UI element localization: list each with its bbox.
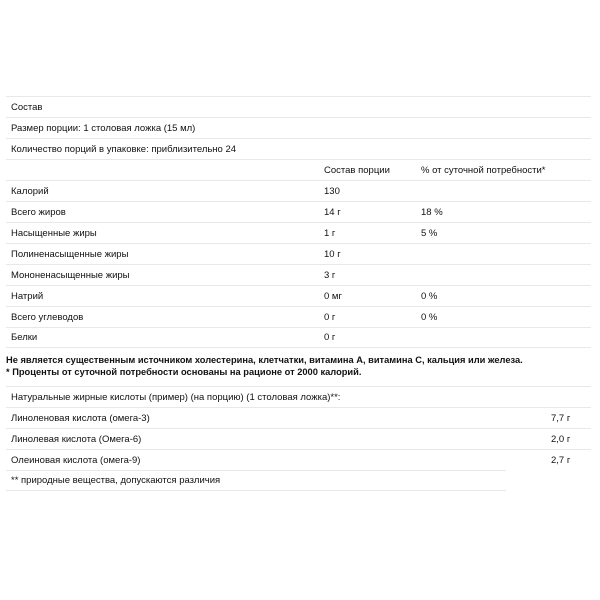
table-row [6,327,591,348]
fatty-acid-value: 2,0 г [551,433,571,445]
nutrient-dv: 18 % [421,206,443,218]
fatty-acid-name: Линоленовая кислота (омега-3) [11,412,150,424]
table-row [6,449,591,470]
table-row [6,201,591,222]
fatty-acid-value: 2,7 г [551,454,571,466]
header-serving: Состав порции [324,164,390,176]
nutrient-amount: 3 г [324,269,336,281]
table-title: Состав [11,101,43,113]
table-row [6,243,591,264]
note-not-significant: Не является существенным источником холестерина, клетчатки, витамина А, витамина С, кальция или железа. [6,355,523,365]
table-row [6,306,591,327]
nutrient-name: Мононенасыщенные жиры [11,269,130,281]
fatty-acid-value: 7,7 г [551,412,571,424]
nutrient-dv: 0 % [421,311,438,323]
table-row [6,428,591,449]
nutrient-amount: 10 г [324,248,341,260]
fatty-acid-name: Линолевая кислота (Омега-6) [11,433,142,445]
table-row [6,285,591,306]
table-row [6,180,591,201]
table-row [6,264,591,285]
table-row [6,407,591,428]
nutrient-amount: 0 г [324,332,336,343]
table-row [6,222,591,243]
nutrient-amount: 1 г [324,227,336,239]
nutrient-amount: 14 г [324,206,341,218]
nutrient-name: Калорий [11,185,49,197]
nutrient-name: Натрий [11,290,44,302]
fatty-acids-footnote: ** природные вещества, допускаются различия [11,475,221,486]
fatty-acids-footnote-row [6,470,506,491]
notes-block [6,348,591,378]
nutrient-amount: 0 мг [324,290,342,302]
nutrient-name: Насыщенные жиры [11,227,97,239]
nutrition-document [6,96,591,491]
nutrient-amount: 130 [324,185,340,197]
servings-per-container-row [6,138,591,159]
serving-size-row [6,117,591,138]
nutrient-name: Белки [11,332,38,343]
servings-per-container: Количество порций в упаковке: приблизительно 24 [11,143,237,155]
fatty-acids-title-row [6,386,591,407]
nutrient-name: Всего углеводов [11,311,84,323]
table-title-row [6,96,591,117]
header-daily-value: % от суточной потребности* [421,164,546,176]
nutrient-amount: 0 г [324,311,336,323]
serving-size: Размер порции: 1 столовая ложка (15 мл) [11,122,196,134]
fatty-acids-table [6,386,591,491]
table-header-row [6,159,591,180]
nutrient-dv: 5 % [421,227,438,239]
note-daily-value-basis: * Проценты от суточной потребности основаны на рационе от 2000 калорий. [6,367,362,377]
nutrient-name: Всего жиров [11,206,66,218]
fatty-acids-title: Натуральные жирные кислоты (пример) (на порцию) (1 столовая ложка)**: [11,391,341,403]
nutrient-dv: 0 % [421,290,438,302]
nutrient-name: Полиненасыщенные жиры [11,248,129,260]
fatty-acid-name: Олеиновая кислота (омега-9) [11,454,141,466]
